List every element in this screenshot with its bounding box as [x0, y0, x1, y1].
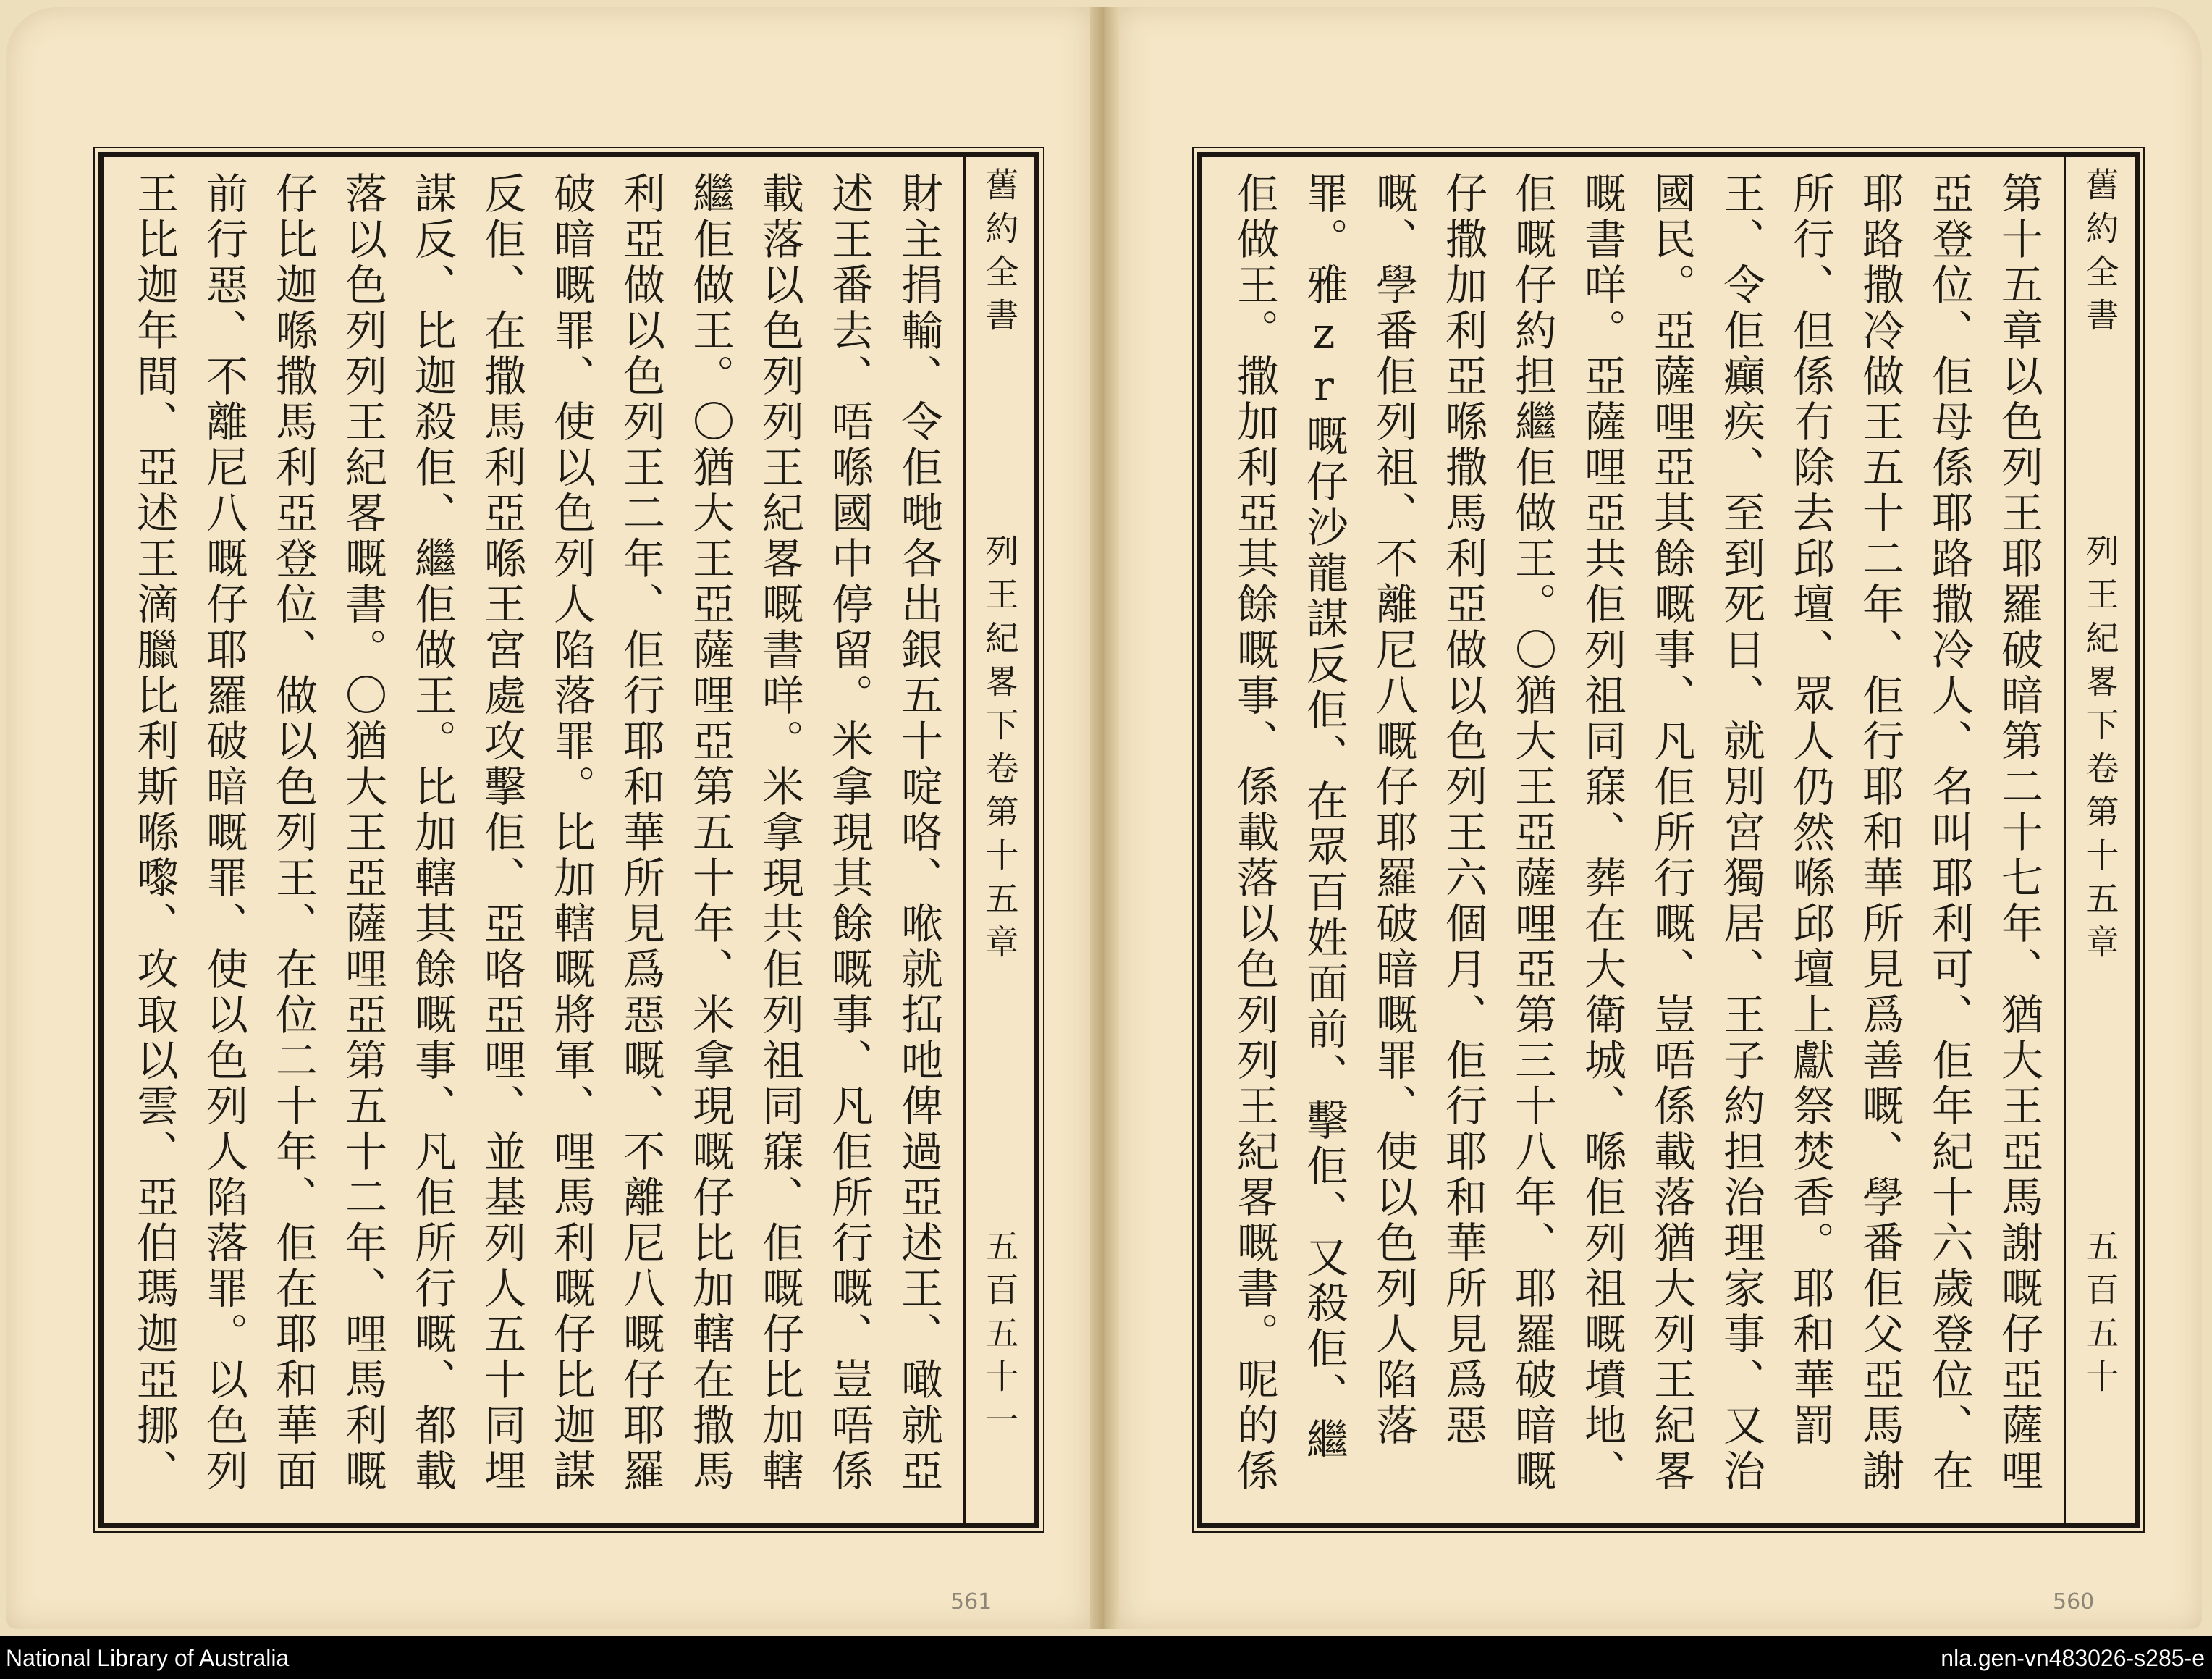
- footer-bar: [0, 1636, 2212, 1679]
- left-page-header-column: [963, 157, 1034, 1523]
- left-pencil-page-number: 561: [950, 1589, 992, 1615]
- right-header-title: 舊約全書: [2080, 167, 2120, 341]
- book-spine: [1090, 7, 1119, 1629]
- right-header-chapter: 第十五章: [2080, 794, 2120, 968]
- right-page-body-text: 第十五章以色列王耶羅破暗第二十七年、猶大王亞馬謝嘅仔亞薩哩亞登位、佢母係耶路撒冷人、名叫耶利可、佢年紀十六歲登位、在耶路撒冷做王五十二年、佢行耶和華所見爲善嘅、學番佢父亞馬謝所行、但係冇除去邱壇、眾人仍然喺邱壇上獻祭焚香。耶和華罰王、令佢癲疾、至到死日、就別宮獨居、王子約担治理家事、又治國民。亞薩哩亞其餘嘅事、凡佢所行嘅、豈唔係載落猶大列王紀畧嘅書咩。亞薩哩亞共佢列祖同𥧌、葬在大衛城、喺佢列祖嘅墳地、佢嘅仔約担繼佢做王。〇猶大王亞薩哩亞第三十八年、耶羅破暗嘅仔撒加利亞喺撒馬利亞做以色列王六個月、佢行耶和華所見爲惡嘅、學番佢列祖、不離尼八嘅仔耶羅破暗嘅罪、使以色列人陷落罪。雅zr嘅仔沙龍謀反佢、在眾百姓面前、擊佢、又殺佢、繼佢做王。撒加利亞其餘嘅事、係載落以色列列王紀畧嘅書。呢的係: [1230, 172, 2043, 1494]
- left-header-chapter: 第十五章: [980, 794, 1020, 968]
- footer-institution: National Library of Australia: [6, 1645, 290, 1671]
- left-page-body-text: 財主捐輸、令佢哋各出銀五十啶咯、𠵱就𢫏吔俾過亞述王、噉就亞述王番去、唔喺國中停留。米拿現其餘嘅事、凡佢所行嘅、豈唔係載落以色列列王紀畧嘅書咩。米拿現共佢列祖同𥧌、佢嘅仔比加轄繼佢做王。〇猶大王亞薩哩亞第五十年、米拿現嘅仔比加轄在撒馬利亞做以色列王二年、佢行耶和華所見爲惡嘅、不離尼八嘅仔耶羅破暗嘅罪、使以色列人陷落罪。比加轄嘅將軍、哩馬利嘅仔比迦謀反佢、在撒馬利亞喺王宮處攻擊佢、亞咯亞哩、並基列人五十同埋謀反、比迦殺佢、繼佢做王。比加轄其餘嘅事、凡佢所行嘅、都載落以色列列王紀畧嘅書。〇猶大王亞薩哩亞第五十二年、哩馬利嘅仔比迦喺撒馬利亞登位、做以色列王、在位二十年、佢在耶和華面前行惡、不離尼八嘅仔耶羅破暗嘅罪、使以色列人陷落罪。以色列王比迦年間、亞述王滴臘比利斯喺嚟、攻取以雲、亞伯瑪迦亞挪、: [130, 172, 943, 1494]
- left-header-book: 列王紀畧下卷: [980, 534, 1020, 794]
- left-page-number: 五百五十一: [980, 1229, 1020, 1446]
- right-page-header-column: [2064, 157, 2135, 1523]
- left-page-frame: [98, 152, 1039, 1528]
- right-page-number: 五百五十: [2080, 1229, 2120, 1402]
- footer-identifier: nla.gen-vn483026-s285-e: [1941, 1645, 2205, 1671]
- right-page: [1119, 7, 2202, 1629]
- right-header-book: 列王紀畧下卷: [2080, 534, 2120, 794]
- left-page: [6, 7, 1090, 1629]
- right-page-frame: [1197, 152, 2140, 1528]
- left-header-title: 舊約全書: [980, 167, 1020, 341]
- right-pencil-page-number: 560: [2053, 1589, 2095, 1615]
